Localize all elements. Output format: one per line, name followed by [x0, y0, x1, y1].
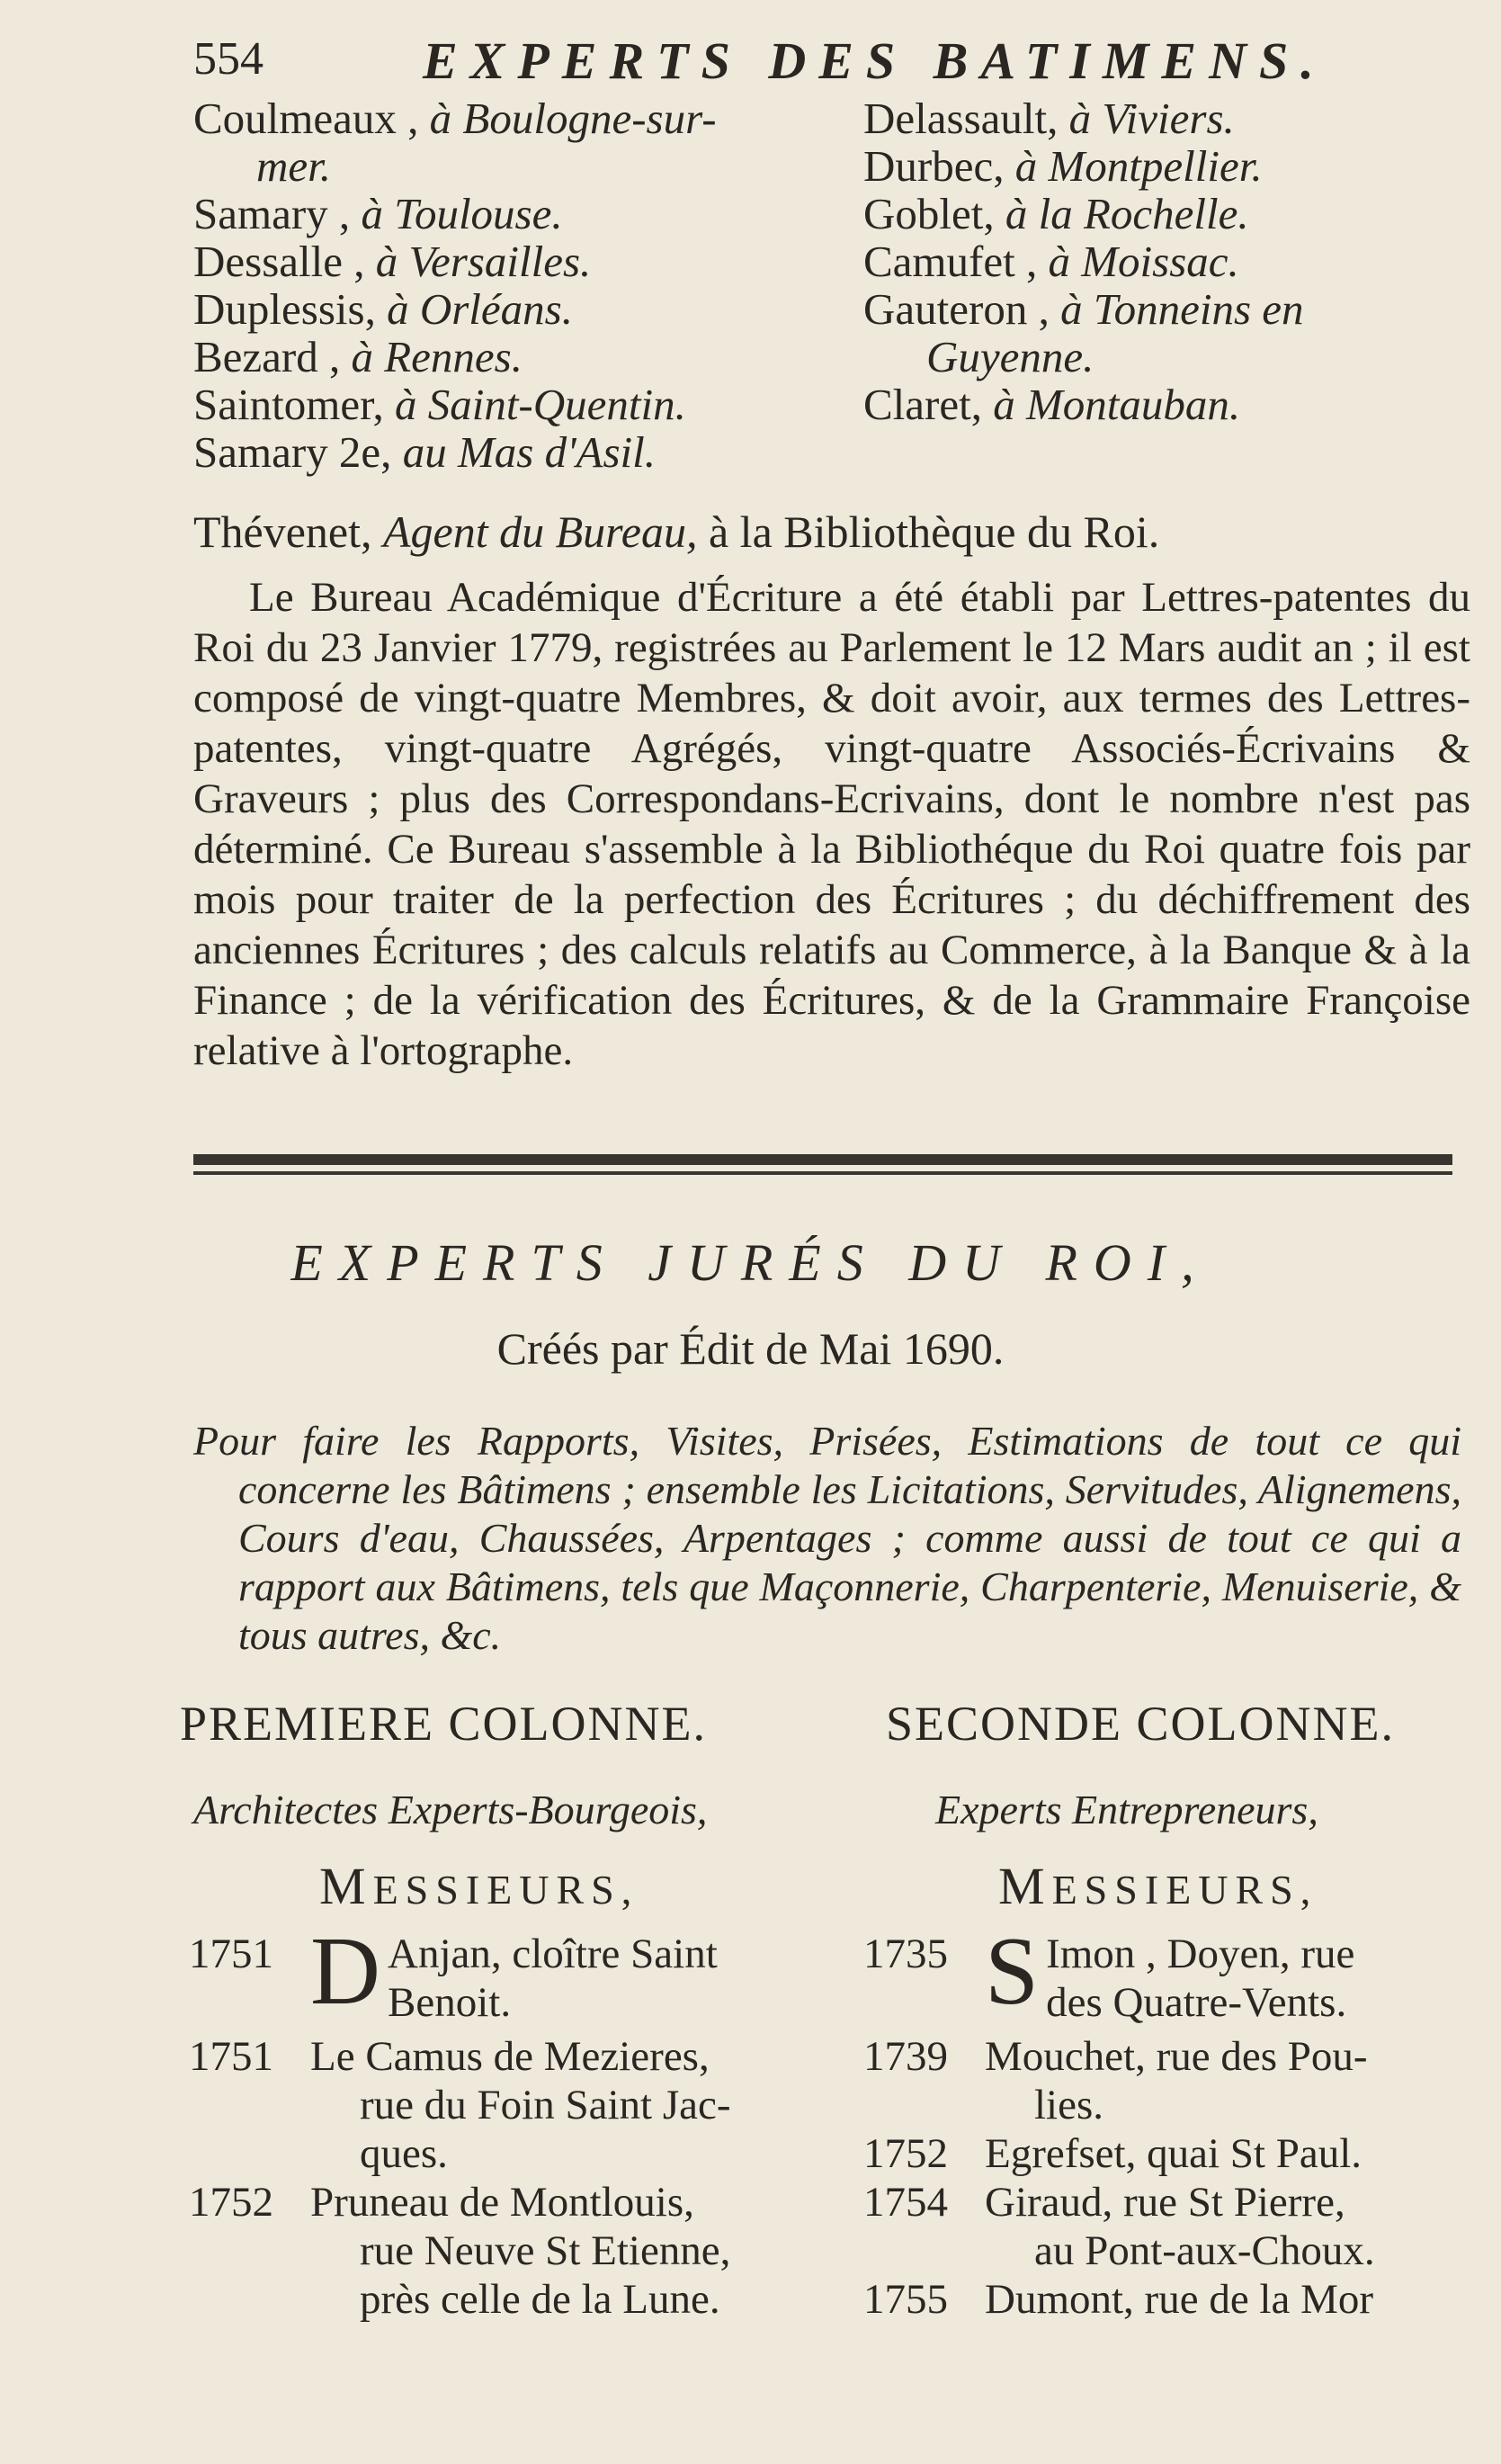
entry-year: 1752 — [863, 2130, 948, 2177]
table-row — [189, 2032, 731, 2178]
table-row — [863, 2178, 1375, 2275]
list-item: Durbec, à Montpellier. — [863, 141, 1263, 191]
entry-text: D Anjan, cloître Saint Benoit. — [310, 1918, 718, 2026]
drop-cap: D — [310, 1918, 380, 2025]
running-title: EXPERTS DES BATIMENS. — [423, 31, 1327, 90]
list-item: Goblet, à la Rochelle. — [863, 189, 1249, 238]
second-column-messieurs: MESSIEURS, — [998, 1857, 1318, 1915]
list-item: Dessalle , à Versailles. — [193, 237, 592, 286]
entry-year: 1754 — [863, 2179, 948, 2226]
section-divider-thick — [193, 1154, 1452, 1165]
list-item: Coulmeaux , à Boulogne-sur- — [193, 94, 717, 143]
right-name-list — [863, 94, 1304, 428]
section-divider-thin — [193, 1171, 1452, 1175]
left-name-list — [193, 94, 717, 476]
entry-text: Le Camus de Mezieres, rue du Foin Saint Jac- ques. — [310, 2033, 731, 2177]
section-subtitle: Créés par Édit de Mai 1690. — [496, 1323, 1005, 1374]
table-row — [189, 1918, 731, 2027]
list-item: Camufet , à Moissac. — [863, 237, 1239, 286]
table-row — [863, 2129, 1375, 2178]
page-number: 554 — [193, 33, 264, 85]
list-item: Claret, à Montauban. — [863, 380, 1241, 429]
list-item: Saintomer, à Saint-Quentin. — [193, 380, 686, 429]
table-row — [189, 2178, 731, 2324]
list-item: Duplessis, à Orléans. — [193, 284, 573, 334]
table-row — [863, 1918, 1375, 2027]
section-purpose: Pour faire les Rapports, Visites, Prisées, Estimations de tout ce qui concerne les Bâtimens ; ensemble les Licitations, Servitudes, Alignemens, Cours d'eau, Chaussées, Arpentages ; comme aussi de tout ce qui a rapport aux Bâtimens, tels que Maçonnerie, Charpenterie, Menuiserie, & tous autres, &c. — [193, 1418, 1461, 1658]
first-column-subheading: Architectes Experts-Bourgeois, — [193, 1787, 708, 1832]
entry-year: 1755 — [863, 2276, 948, 2323]
drop-cap: S — [985, 1918, 1040, 2025]
table-row — [863, 2032, 1375, 2129]
entry-text: S Imon , Doyen, rue des Quatre-Vents. — [985, 1918, 1355, 2026]
entry-year: 1751 — [189, 1931, 273, 1977]
entry-text: Pruneau de Montlouis, rue Neuve St Etienne, près celle de la Lune. — [310, 2179, 731, 2323]
table-row — [863, 2275, 1375, 2324]
entry-text: Giraud, rue St Pierre, au Pont-aux-Choux. — [985, 2179, 1375, 2274]
list-item-continuation: Guyenne. — [926, 332, 1094, 381]
entry-text: Dumont, rue de la Mor — [985, 2276, 1374, 2323]
list-item: Samary , à Toulouse. — [193, 189, 563, 238]
list-item: Gauteron , à Tonneins en — [863, 284, 1304, 334]
section-title: EXPERTS JURÉS DU ROI, — [290, 1233, 1211, 1292]
entry-year: 1751 — [189, 2033, 273, 2080]
entry-text: Mouchet, rue des Pou- lies. — [985, 2033, 1368, 2128]
entry-year: 1752 — [189, 2179, 273, 2226]
body-paragraph: Le Bureau Académique d'Écriture a été établi par Lettres-patentes du Roi du 23 Janvier 1779, registrées au Parlement le 12 Mars audit an ; il est composé de vingt-quatre Membres, & doit avoir, aux termes des Lettres-patentes, vingt-quatre Agrégés, vingt-quatre Associés-Écrivains & Graveurs ; plus des Correspondans-Ecrivains, dont le nombre n'est pas déterminé. Ce Bureau s'assemble à la Bibliothéque du Roi quatre fois par mois pour traiter de la perfection des Écritures ; du déchiffrement des anciennes Écritures ; des calculs relatifs au Commerce, à la Banque & à la Finance ; de la vérification des Écritures, & de la Grammaire Françoise relative à l'ortographe. — [193, 574, 1470, 1074]
second-column-subheading: Experts Entrepreneurs, — [935, 1787, 1318, 1832]
entry-text: Egrefset, quai St Paul. — [985, 2130, 1363, 2177]
list-item-continuation: mer. — [256, 141, 332, 191]
first-column-entries — [189, 1918, 731, 2324]
running-head — [193, 25, 1345, 88]
entry-year: 1739 — [863, 2033, 948, 2080]
first-column-messieurs: MESSIEURS, — [319, 1857, 639, 1915]
entry-year: 1735 — [863, 1931, 948, 1977]
list-item: Samary 2e, au Mas d'Asil. — [193, 427, 657, 477]
list-item: Delassault, à Viviers. — [863, 94, 1235, 143]
second-column-entries — [863, 1918, 1375, 2324]
agent-line: Thévenet, Agent du Bureau, à la Bibliothèque du Roi. — [193, 506, 1160, 557]
list-item: Bezard , à Rennes. — [193, 332, 523, 381]
second-column-heading: SECONDE COLONNE. — [886, 1697, 1395, 1751]
first-column-heading: PREMIERE COLONNE. — [180, 1697, 707, 1751]
